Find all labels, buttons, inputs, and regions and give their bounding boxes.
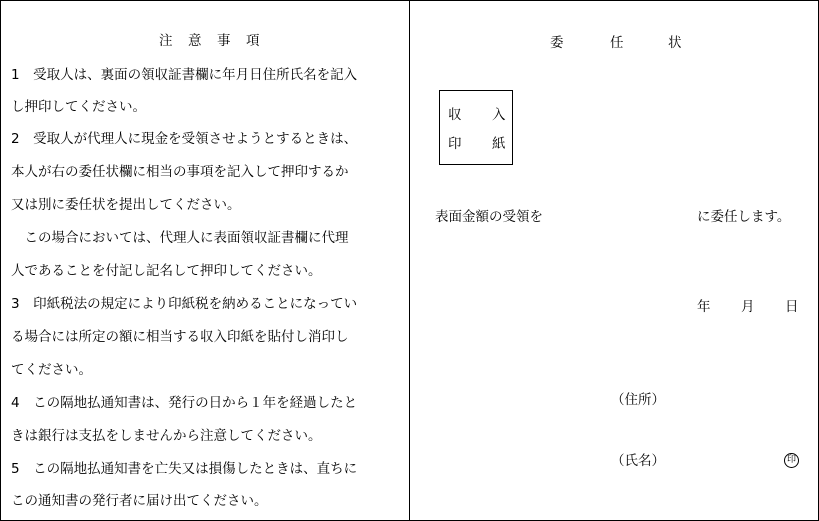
- notice-title-char: 項: [246, 33, 260, 49]
- date-month-label: 月: [741, 299, 755, 315]
- notice-line: 3 印紙税法の規定により印紙税を納めることになってい: [11, 296, 358, 312]
- delegate-text-end: に委任します。: [697, 209, 791, 225]
- notice-line: し押印してください。: [11, 99, 146, 115]
- notice-line: てください。: [11, 362, 92, 378]
- stamp-char: 入: [492, 107, 506, 123]
- stamp-char: 紙: [492, 136, 506, 152]
- notice-line: 又は別に委任状を提出してください。: [11, 197, 241, 213]
- notice-title-char: 事: [217, 33, 231, 49]
- notice-line: 1 受取人は、裏面の領収証書欄に年月日住所氏名を記入: [11, 67, 358, 83]
- notice-line: 5 この隔地払通知書を亡失又は損傷したときは、直ちに: [11, 461, 358, 477]
- panel-divider: [409, 1, 410, 520]
- revenue-stamp-box: [439, 90, 513, 165]
- name-label: （氏名）: [611, 453, 665, 469]
- address-label: （住所）: [611, 392, 665, 408]
- date-day-label: 日: [785, 299, 799, 315]
- notice-line: 4 この隔地払通知書は、発行の日から１年を経過したと: [11, 395, 358, 411]
- date-year-label: 年: [697, 299, 711, 315]
- delegate-text: 表面金額の受領を: [435, 209, 543, 225]
- notice-line: この通知書の発行者に届け出てください。: [11, 493, 268, 509]
- seal-icon: 印: [784, 453, 799, 468]
- notice-line: 人であることを付記し記名して押印してください。: [11, 263, 322, 279]
- proxy-title-char: 委: [550, 35, 564, 51]
- notice-line: る場合には所定の額に相当する収入印紙を貼付し消印し: [11, 329, 349, 345]
- notice-line: 本人が右の委任状欄に相当の事項を記入して押印するか: [11, 164, 349, 180]
- proxy-title-char: 状: [668, 35, 682, 51]
- notice-title-char: 注: [159, 33, 173, 49]
- stamp-char: 収: [448, 107, 462, 123]
- stamp-char: 印: [448, 136, 462, 152]
- proxy-title-char: 任: [610, 35, 624, 51]
- notice-title-char: 意: [188, 33, 202, 49]
- notice-line: 2 受取人が代理人に現金を受領させようとするときは、: [11, 131, 358, 147]
- notice-line: この場合においては、代理人に表面領収証書欄に代理: [11, 230, 349, 246]
- notice-line: きは銀行は支払をしませんから注意してください。: [11, 428, 322, 444]
